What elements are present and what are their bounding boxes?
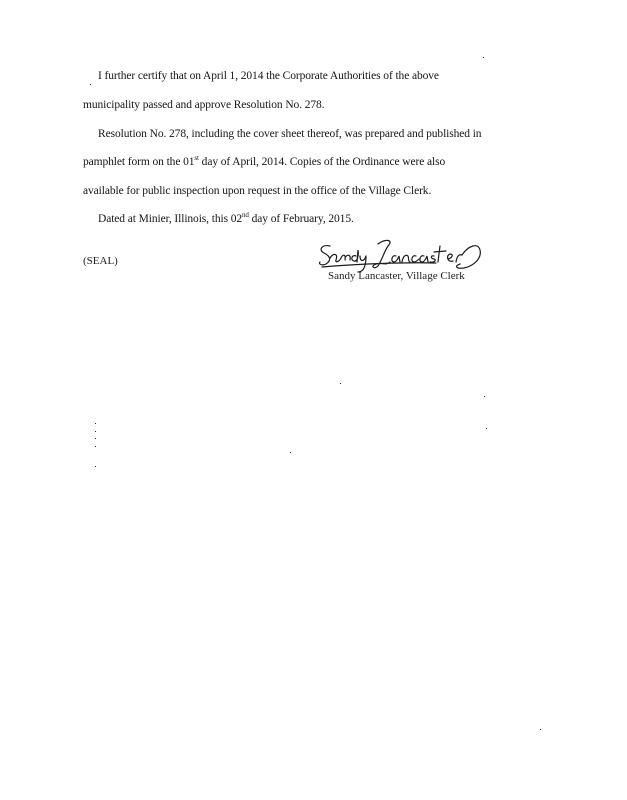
scan-speck [95,466,96,467]
resolution-line-2-sup: st [194,154,199,163]
scan-speck [95,446,96,447]
certify-line-2: municipality passed and approve Resolution No. 278. [83,99,325,111]
scan-speck [90,84,91,85]
resolution-line-3: available for public inspection upon request in the office of the Village Clerk. [83,185,432,197]
scan-speck [290,452,291,453]
dated-line-start: Dated at Minier, Illinois, this 02 [98,213,243,225]
dated-line-sup: nd [242,211,249,220]
scan-speck [340,383,341,384]
resolution-line-2 [83,155,445,169]
seal-label: (SEAL) [83,255,118,267]
resolution-line-1: Resolution No. 278, including the cover sheet thereof, was prepared and published in [98,128,482,140]
scan-speck [484,396,485,397]
scan-speck [95,431,96,432]
scan-speck [95,438,96,439]
scan-speck [540,729,541,730]
certify-line-1: I further certify that on April 1, 2014 the Corporate Authorities of the above [98,70,439,82]
printed-signatory: Sandy Lancaster, Village Clerk [328,270,465,282]
scan-speck [483,57,484,58]
scan-speck [486,428,487,429]
dated-line [98,212,354,226]
scan-speck [95,423,96,424]
dated-line-end: day of February, 2015. [248,213,354,225]
resolution-line-2-end: day of April, 2014. Copies of the Ordinance were also [198,156,446,168]
resolution-line-2-start: pamphlet form on the 01 [83,156,195,168]
